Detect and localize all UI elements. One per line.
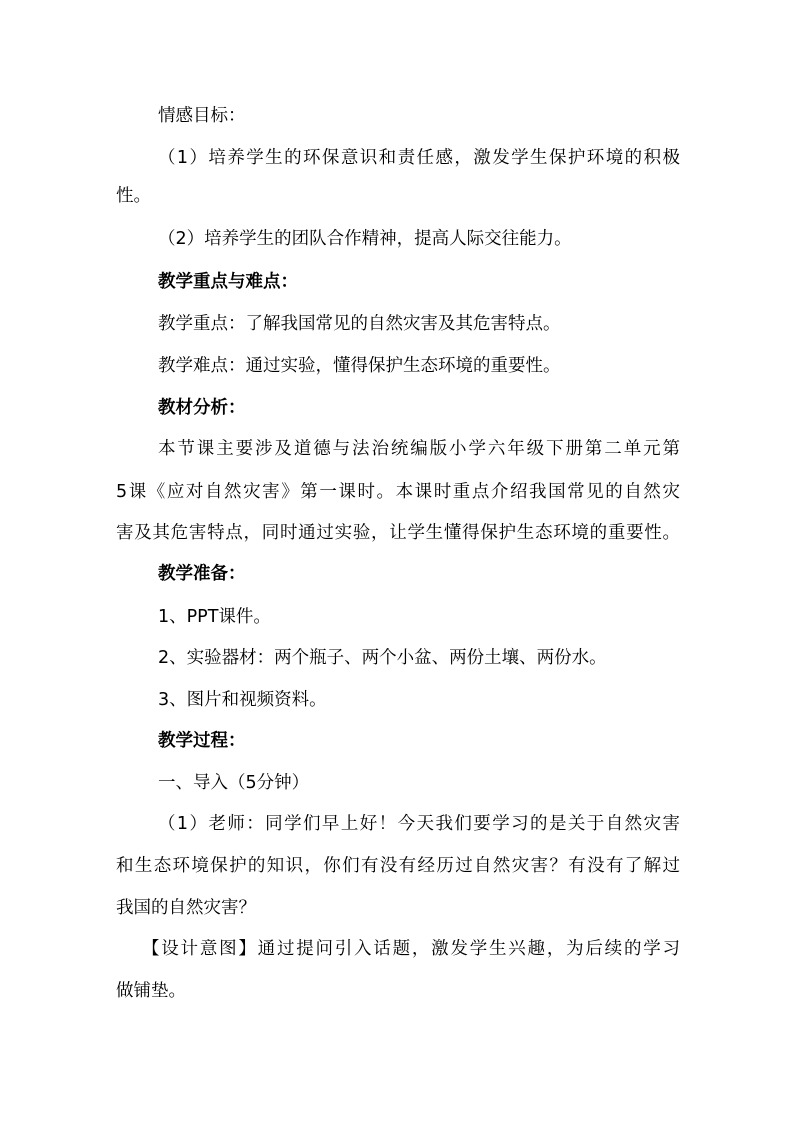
paragraph-line: 做铺垫。 [116, 981, 186, 1001]
paragraph-line: 和生态环境保护的知识，你们有没有经历过自然灾害？有没有了解过 [116, 856, 680, 876]
paragraph-line: 本节课主要涉及道德与法治统编版小学六年级下册第二单元第 [158, 439, 680, 459]
paragraph-line: 害及其危害特点，同时通过实验，让学生懂得保护生态环境的重要性。 [116, 523, 680, 543]
paragraph-line: （2）培养学生的团队合作精神，提高人际交往能力。 [158, 229, 572, 249]
paragraph-line: 性。 [116, 186, 151, 206]
section-heading-teaching-process: 教学过程： [158, 731, 246, 751]
list-item: 2、实验器材：两个瓶子、两个小盆、两份土壤、两份水。 [158, 648, 607, 668]
paragraph-line: 【设计意图】通过提问引入话题，激发学生兴趣，为后续的学习 [142, 939, 680, 959]
subsection-heading: 一、导入（5分钟） [158, 773, 310, 793]
list-item: 1、PPT课件。 [158, 607, 271, 627]
paragraph-line: （1）老师：同学们早上好！今天我们要学习的是关于自然灾害 [158, 814, 680, 834]
paragraph-line: 教学重点：了解我国常见的自然灾害及其危害特点。 [158, 314, 561, 334]
section-heading-preparation: 教学准备： [158, 564, 246, 584]
paragraph-line: 我国的自然灾害？ [116, 898, 256, 918]
section-heading-material-analysis: 教材分析： [158, 398, 246, 418]
section-heading-key-points: 教学重点与难点： [158, 272, 298, 292]
paragraph-line: （1）培养学生的环保意识和责任感，激发学生保护环境的积极 [158, 148, 680, 168]
list-item: 3、图片和视频资料。 [158, 690, 327, 710]
section-heading-emotional-goals: 情感目标： [158, 106, 246, 126]
paragraph-line: 教学难点：通过实验，懂得保护生态环境的重要性。 [158, 356, 561, 376]
paragraph-line: 5课《应对自然灾害》第一课时。本课时重点介绍我国常见的自然灾 [116, 482, 680, 502]
